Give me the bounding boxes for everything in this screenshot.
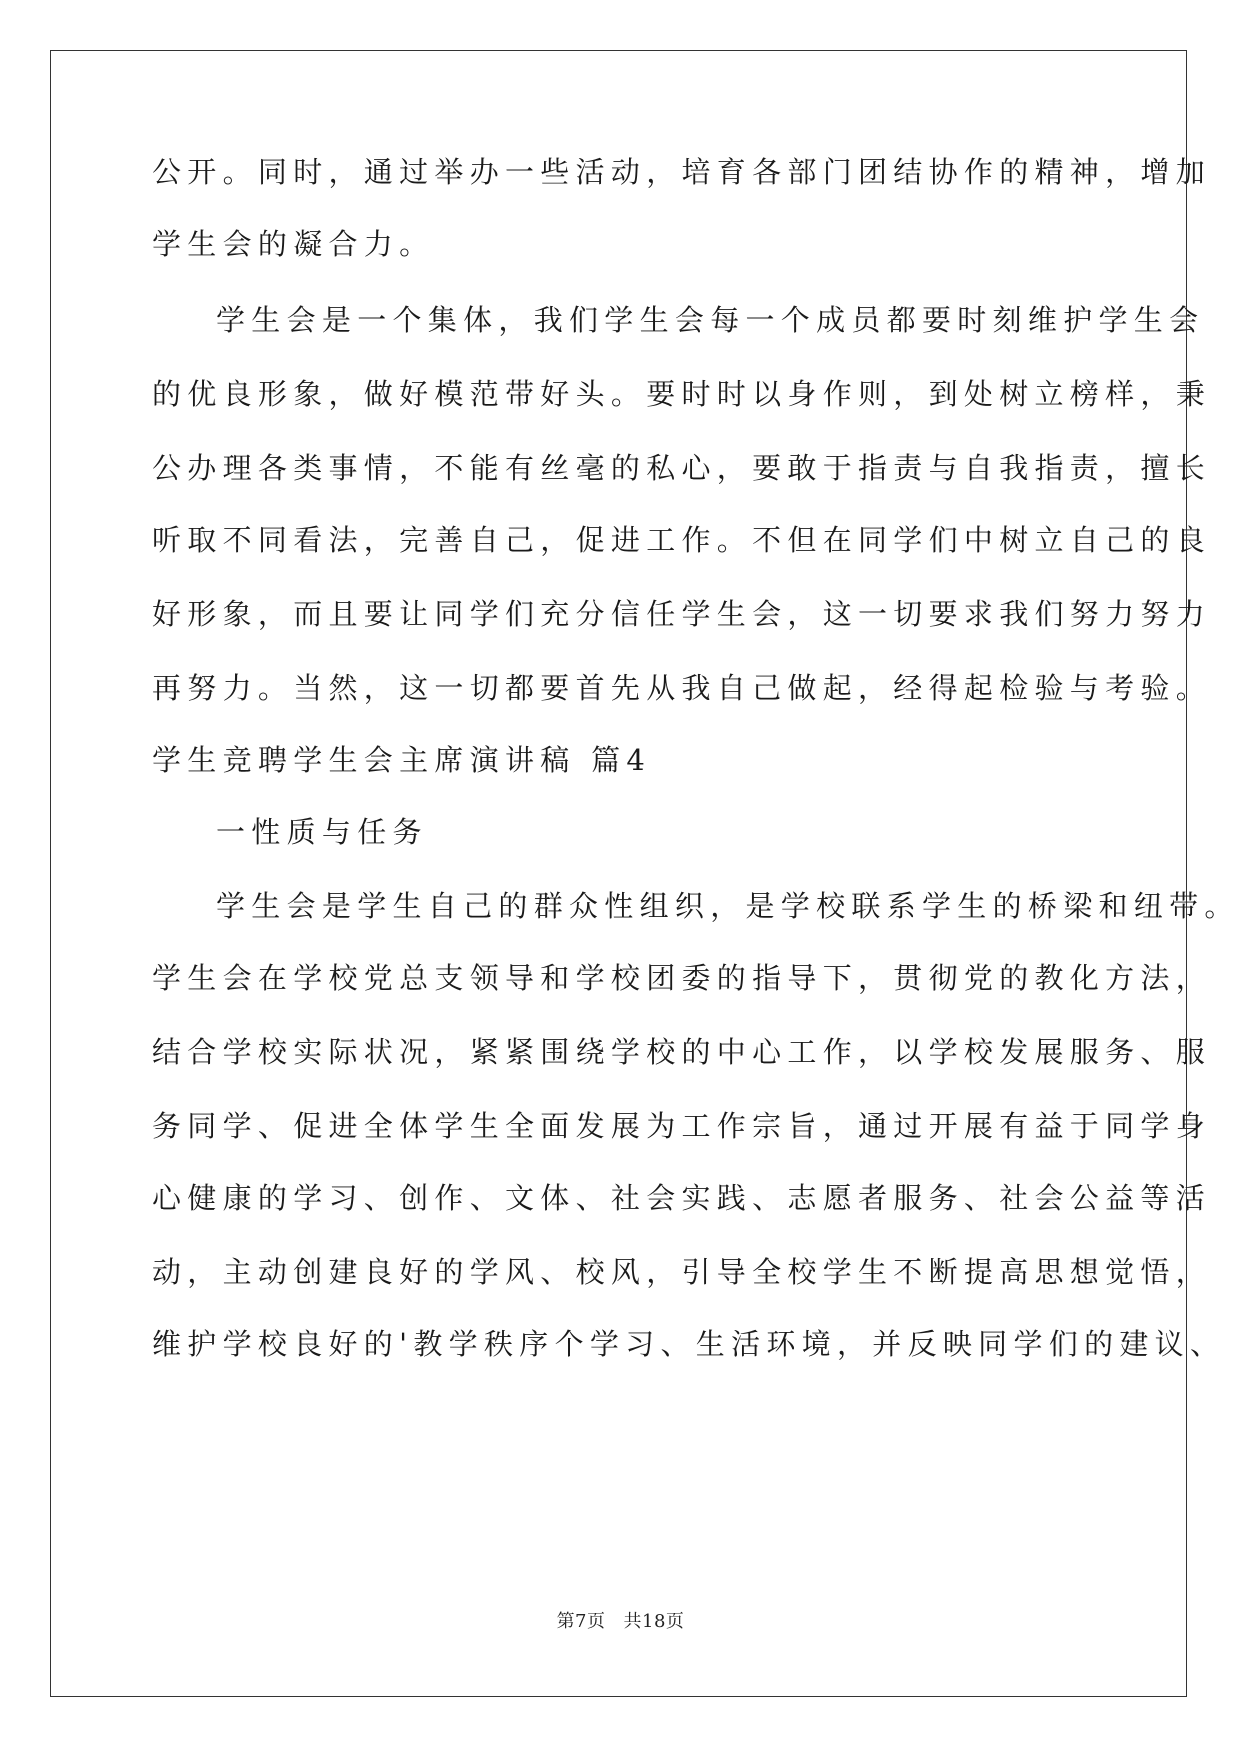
- text-line: 动，主动创建良好的学风、校风，引导全校学生不断提高思想觉悟，: [152, 1255, 1212, 1289]
- text-line: 公办理各类事情，不能有丝毫的私心，要敢于指责与自我指责，擅长: [152, 451, 1212, 485]
- text-line: 结合学校实际状况，紧紧围绕学校的中心工作，以学校发展服务、服: [152, 1035, 1212, 1069]
- paragraph-start-line: 学生会是学生自己的群众性组织，是学校联系学生的桥梁和纽带。: [216, 889, 1240, 923]
- text-line: 学生会在学校党总支领导和学校团委的指导下，贯彻党的教化方法，: [152, 961, 1212, 995]
- total-pages: 共18页: [623, 1611, 685, 1632]
- text-line: 公开。同时，通过举办一些活动，培育各部门团结协作的精神，增加: [152, 155, 1212, 189]
- text-line: 好形象，而且要让同学们充分信任学生会，这一切要求我们努力努力: [152, 597, 1212, 631]
- text-line: 维护学校良好的'教学秩序个学习、生活环境，并反映同学们的建议、: [152, 1327, 1226, 1361]
- text-line: 务同学、促进全体学生全面发展为工作宗旨，通过开展有益于同学身: [152, 1109, 1212, 1143]
- text-line: 听取不同看法，完善自己，促进工作。不但在同学们中树立自己的良: [152, 523, 1212, 557]
- text-line: 的优良形象，做好模范带好头。要时时以身作则，到处树立榜样，秉: [152, 377, 1212, 411]
- subsection-heading: 一性质与任务: [216, 815, 428, 849]
- paragraph-start-line: 学生会是一个集体，我们学生会每一个成员都要时刻维护学生会: [216, 303, 1205, 337]
- text-line: 学生会的凝合力。: [152, 227, 435, 261]
- page-number: 第7页: [556, 1611, 606, 1632]
- page-footer: [0, 1610, 1241, 1634]
- section-heading: 学生竞聘学生会主席演讲稿 篇4: [152, 743, 652, 777]
- page-border: [50, 50, 1187, 1697]
- text-line: 再努力。当然，这一切都要首先从我自己做起，经得起检验与考验。: [152, 671, 1212, 705]
- text-line: 心健康的学习、创作、文体、社会实践、志愿者服务、社会公益等活: [152, 1181, 1212, 1215]
